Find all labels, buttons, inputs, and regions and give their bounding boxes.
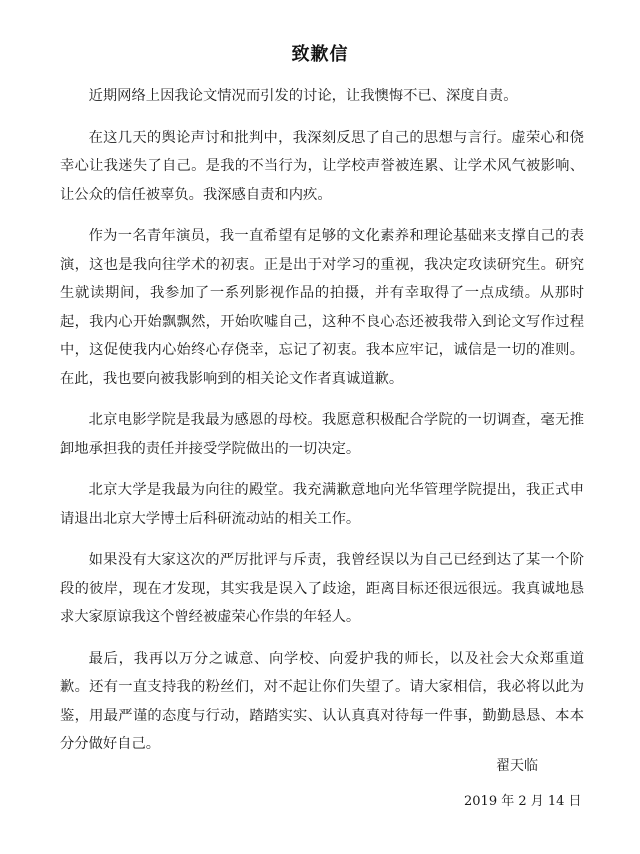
letter-body	[60, 82, 584, 772]
paragraph-4: 北京电影学院是我最为感恩的母校。我愿意积极配合学院的一切调查，毫无推卸地承担我的责任并接受学院做出的一切决定。	[60, 412, 584, 457]
letter-signature: 翟天临	[496, 758, 538, 774]
paragraph-7: 最后，我再以万分之诚意、向学校、向爱护我的师长，以及社会大众郑重道歉。还有一直支持我的粉丝们，对不起让你们失望了。请大家相信，我必将以此为鉴，用最严谨的态度与行动，踏踏实实、认认真真对待每一件事，勤勤恳恳、本本分分做好自己。	[60, 650, 584, 752]
letter-title: 致歉信	[291, 44, 349, 65]
paragraph-1: 近期网络上因我论文情况而引发的讨论，让我懊悔不已、深度自责。	[88, 88, 518, 104]
letter-date: 2019 年 2 月 14 日	[464, 794, 582, 809]
paragraph-5: 北京大学是我最为向往的殿堂。我充满歉意地向光华管理学院提出，我正式申请退出北京大学博士后科研流动站的相关工作。	[60, 482, 584, 527]
paragraph-2: 在这几天的舆论声讨和批判中，我深刻反思了自己的思想与言行。虚荣心和侥幸心让我迷失了自己。是我的不当行为，让学校声誉被连累、让学术风气被影响、让公众的信任被辜负。我深感自责和内疚。	[60, 129, 584, 203]
paragraph-3: 作为一名青年演员，我一直希望有足够的文化素养和理论基础来支撑自己的表演，这也是我向往学术的初衷。正是出于对学习的重视，我决定攻读研究生。研究生就读期间，我参加了一系列影视作品的拍摄，并有幸取得了一点成绩。从那时起，我内心开始飘飘然，开始吹嘘自己，这种不良心态还被我带入到论文写作过程中，这促使我内心始终心存侥幸，忘记了初衷。我本应牢记，诚信是一切的准则。在此，我也要向被我影响到的相关论文作者真诚道歉。	[60, 228, 584, 387]
paragraph-6: 如果没有大家这次的严厉批评与斥责，我曾经误以为自己已经到达了某一个阶段的彼岸，现在才发现，其实我是误入了歧途，距离目标还很远很远。我真诚地恳求大家原谅我这个曾经被虚荣心作祟的年轻人。	[60, 552, 584, 625]
